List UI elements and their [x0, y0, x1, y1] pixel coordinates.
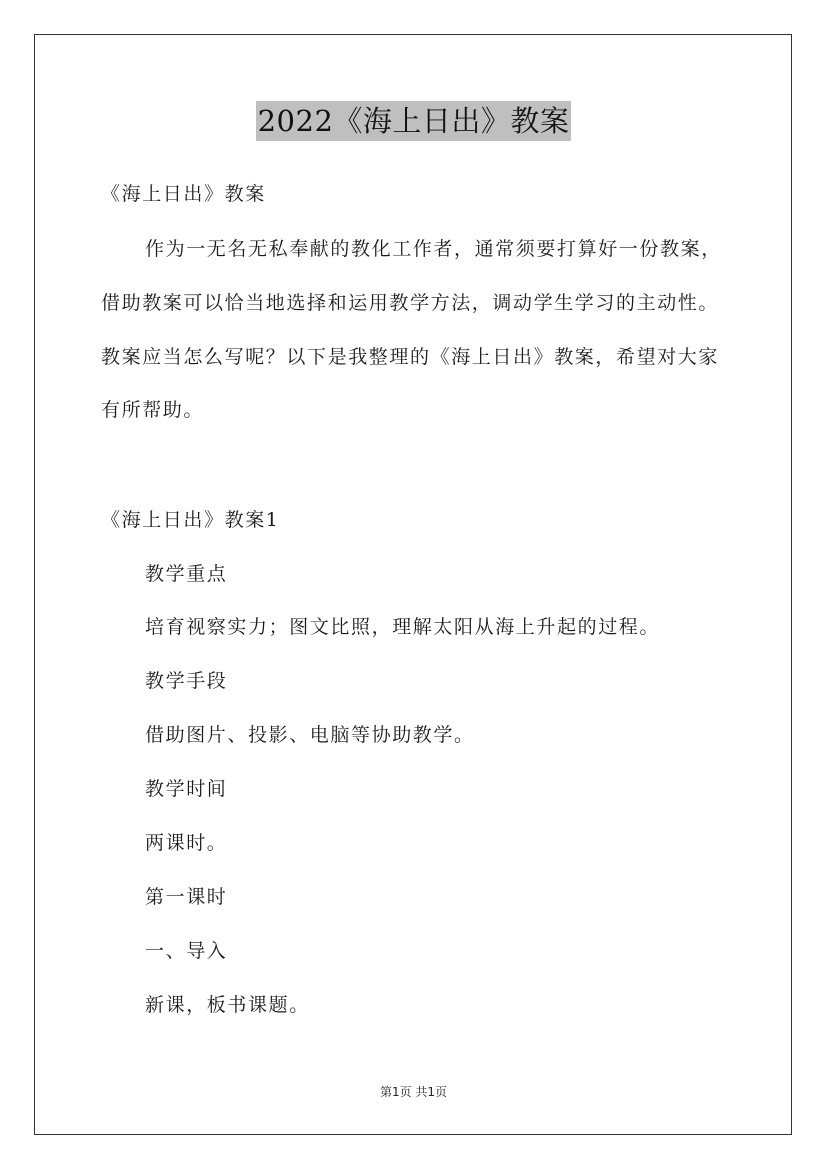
section-item-8: 一、导入	[145, 940, 228, 962]
section-item-1: 教学重点	[145, 563, 228, 585]
intro-line-3: 教案应当怎么写呢？以下是我整理的《海上日出》教案，希望对大家	[101, 346, 720, 368]
section-item-5: 教学时间	[145, 778, 228, 800]
document-heading: 《海上日出》教案	[101, 183, 266, 205]
section-item-9: 新课，板书课题。	[145, 994, 310, 1016]
section-item-7: 第一课时	[145, 886, 228, 908]
section-item-4: 借助图片、投影、电脑等协助教学。	[145, 724, 475, 746]
document-title: 2022《海上日出》教案	[256, 101, 572, 141]
section-item-3: 教学手段	[145, 670, 228, 692]
intro-line-1: 作为一无名无私奉献的教化工作者，通常须要打算好一份教案，	[145, 238, 722, 260]
section-item-6: 两课时。	[145, 832, 228, 854]
intro-line-4: 有所帮助。	[101, 399, 205, 421]
intro-line-2: 借助教案可以恰当地选择和运用教学方法，调动学生学习的主动性。	[101, 292, 720, 314]
title-container	[0, 101, 827, 141]
page-footer: 第1页 共1页	[379, 1085, 448, 1099]
section-item-2: 培育视察实力；图文比照，理解太阳从海上升起的过程。	[145, 616, 661, 638]
section-title: 《海上日出》教案1	[101, 509, 280, 531]
